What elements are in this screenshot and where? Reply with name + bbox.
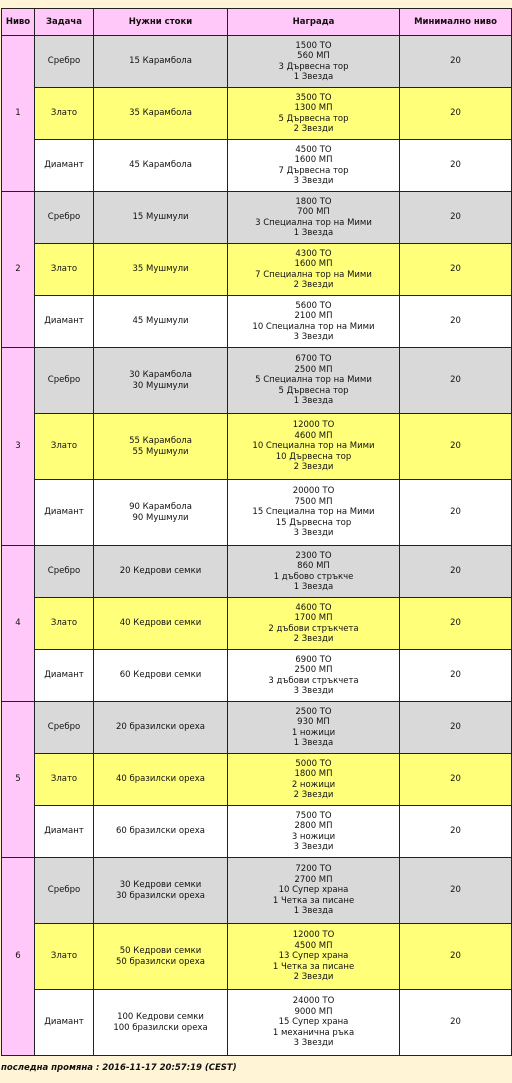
reward-line: 2 Звезди (293, 633, 334, 644)
reward-cell (228, 990, 400, 1056)
goods-cell (94, 414, 228, 480)
table-row (2, 296, 512, 348)
task-cell: Диамант (35, 296, 94, 348)
min-level-cell: 20 (400, 244, 512, 296)
reward-line: 2700 МП (294, 874, 333, 885)
task-cell: Диамант (35, 480, 94, 546)
reward-line: 3500 ТО (295, 92, 332, 103)
reward-line: 24000 ТО (292, 996, 335, 1007)
reward-line: 2 Звезди (293, 789, 334, 800)
goods-cell (94, 858, 228, 924)
reward-line: 1 дъбово стръкче (273, 571, 354, 582)
reward-line: 15 Супер храна (278, 1017, 349, 1028)
table-row (2, 924, 512, 990)
task-cell: Диамант (35, 990, 94, 1056)
reward-cell (228, 546, 400, 598)
goods-cell (94, 806, 228, 858)
reward-line: 1 Звезда (293, 71, 334, 82)
reward-line: 3 Дървесна тор (278, 61, 349, 72)
min-level-cell: 20 (400, 990, 512, 1056)
reward-line: 2500 МП (294, 665, 333, 676)
goods-cell (94, 990, 228, 1056)
min-level-cell: 20 (400, 598, 512, 650)
reward-line: 2 Звезди (293, 123, 334, 134)
reward-line: 3 Звезди (293, 175, 334, 186)
goods-cell (94, 924, 228, 990)
table-row (2, 192, 512, 244)
goods-line: 35 Карамбола (129, 108, 192, 119)
goods-line: 45 Мушмули (132, 316, 189, 327)
task-cell: Сребро (35, 192, 94, 244)
reward-line: 10 Специална тор на Мими (252, 321, 375, 332)
reward-line: 5600 ТО (295, 300, 332, 311)
reward-line: 1700 МП (294, 613, 333, 624)
task-cell: Диамант (35, 806, 94, 858)
reward-line: 1 Четка за писане (272, 895, 355, 906)
goods-line: 15 Карамбола (129, 56, 192, 67)
reward-cell (228, 650, 400, 702)
reward-cell (228, 88, 400, 140)
reward-line: 7 Специална тор на Мими (255, 269, 372, 280)
goods-line: 50 бразилски ореха (116, 956, 205, 967)
reward-line: 15 Специална тор на Мими (252, 507, 375, 518)
goods-line: 100 бразилски ореха (113, 1022, 208, 1033)
reward-line: 4600 ТО (295, 602, 332, 613)
goods-line: 55 Мушмули (132, 446, 189, 457)
min-level-cell: 20 (400, 546, 512, 598)
task-cell: Злато (35, 414, 94, 480)
reward-line: 3 ножици (291, 831, 336, 842)
reward-line: 5 Дървесна тор (278, 385, 349, 396)
table-row (2, 546, 512, 598)
goods-cell (94, 754, 228, 806)
task-cell: Сребро (35, 348, 94, 414)
goods-cell (94, 140, 228, 192)
reward-line: 7200 ТО (295, 864, 332, 875)
reward-cell (228, 348, 400, 414)
quest-table (1, 8, 512, 1056)
level-cell: 5 (2, 702, 35, 858)
reward-line: 10 Специална тор на Мими (252, 441, 375, 452)
reward-line: 1 Звезда (293, 581, 334, 592)
goods-cell (94, 546, 228, 598)
reward-line: 4500 ТО (295, 144, 332, 155)
goods-line: 15 Мушмули (132, 212, 189, 223)
table-row (2, 650, 512, 702)
min-level-cell: 20 (400, 140, 512, 192)
reward-line: 3 Звезди (293, 841, 334, 852)
table-row (2, 88, 512, 140)
reward-line: 2 дъбови стръкчета (268, 623, 359, 634)
table-row (2, 858, 512, 924)
reward-line: 700 МП (297, 207, 330, 218)
min-level-cell: 20 (400, 702, 512, 754)
level-cell: 4 (2, 546, 35, 702)
reward-line: 6900 ТО (295, 654, 332, 665)
min-level-cell: 20 (400, 806, 512, 858)
reward-line: 2100 МП (294, 311, 333, 322)
reward-line: 3 Звезди (293, 685, 334, 696)
goods-line: 100 Кедрови семки (117, 1012, 204, 1023)
goods-cell (94, 36, 228, 88)
reward-line: 3 дъбови стръкчета (268, 675, 359, 686)
reward-line: 6700 ТО (295, 354, 332, 365)
goods-line: 90 Мушмули (132, 512, 189, 523)
reward-line: 1500 ТО (295, 40, 332, 51)
task-cell: Злато (35, 244, 94, 296)
header-goods: Нужни стоки (94, 9, 228, 36)
level-cell: 3 (2, 348, 35, 546)
table-row (2, 598, 512, 650)
task-cell: Злато (35, 88, 94, 140)
reward-line: 560 МП (297, 51, 330, 62)
min-level-cell: 20 (400, 754, 512, 806)
reward-line: 2 Звезди (293, 972, 334, 983)
min-level-cell: 20 (400, 36, 512, 88)
level-cell: 6 (2, 858, 35, 1056)
table-row (2, 806, 512, 858)
reward-cell (228, 598, 400, 650)
goods-line: 30 Кедрови семки (119, 880, 202, 891)
reward-cell (228, 414, 400, 480)
reward-line: 12000 ТО (292, 420, 335, 431)
reward-line: 4300 ТО (295, 248, 332, 259)
goods-line: 20 бразилски ореха (116, 722, 205, 733)
reward-cell (228, 924, 400, 990)
task-cell: Злато (35, 924, 94, 990)
reward-line: 1 Звезда (293, 737, 334, 748)
reward-line: 7500 ТО (295, 810, 332, 821)
header-task: Задача (35, 9, 94, 36)
min-level-cell: 20 (400, 348, 512, 414)
reward-line: 4600 МП (294, 430, 333, 441)
reward-line: 10 Супер храна (278, 885, 349, 896)
table-row (2, 140, 512, 192)
goods-line: 45 Карамбола (129, 160, 192, 171)
goods-line: 40 Кедрови семки (119, 618, 202, 629)
reward-line: 4500 МП (294, 940, 333, 951)
goods-line: 20 Кедрови семки (119, 566, 202, 577)
reward-line: 13 Супер храна (278, 951, 349, 962)
min-level-cell: 20 (400, 192, 512, 244)
table-row (2, 348, 512, 414)
reward-cell (228, 806, 400, 858)
level-cell: 2 (2, 192, 35, 348)
goods-cell (94, 244, 228, 296)
reward-line: 1800 ТО (295, 196, 332, 207)
goods-line: 30 бразилски ореха (116, 890, 205, 901)
reward-line: 2 Звезди (293, 462, 334, 473)
goods-cell (94, 88, 228, 140)
reward-cell (228, 480, 400, 546)
reward-line: 1 Четка за писане (272, 961, 355, 972)
reward-line: 1 механична ръка (272, 1027, 355, 1038)
goods-cell (94, 480, 228, 546)
reward-line: 1 Звезда (293, 227, 334, 238)
reward-line: 2 ножици (291, 779, 336, 790)
task-cell: Сребро (35, 702, 94, 754)
reward-line: 5 Дървесна тор (278, 113, 349, 124)
reward-line: 20000 ТО (292, 486, 335, 497)
table-row (2, 36, 512, 88)
header-row (2, 9, 512, 36)
min-level-cell: 20 (400, 924, 512, 990)
reward-line: 9000 МП (294, 1006, 333, 1017)
reward-line: 5000 ТО (295, 758, 332, 769)
task-cell: Злато (35, 598, 94, 650)
reward-line: 2500 МП (294, 364, 333, 375)
reward-line: 1300 МП (294, 103, 333, 114)
header-reward: Награда (228, 9, 400, 36)
task-cell: Диамант (35, 140, 94, 192)
reward-line: 3 Звезди (293, 331, 334, 342)
min-level-cell: 20 (400, 650, 512, 702)
reward-line: 1600 МП (294, 155, 333, 166)
reward-line: 3 Звезди (293, 528, 334, 539)
task-cell: Сребро (35, 858, 94, 924)
reward-cell (228, 702, 400, 754)
reward-line: 3 Специална тор на Мими (255, 217, 372, 228)
reward-line: 1600 МП (294, 259, 333, 270)
goods-line: 55 Карамбола (129, 436, 192, 447)
reward-line: 2500 ТО (295, 706, 332, 717)
header-min-level: Минимално ниво (400, 9, 512, 36)
goods-cell (94, 598, 228, 650)
min-level-cell: 20 (400, 414, 512, 480)
reward-cell (228, 858, 400, 924)
goods-line: 30 Карамбола (129, 370, 192, 381)
reward-line: 3 Звезди (293, 1038, 334, 1049)
task-cell: Злато (35, 754, 94, 806)
min-level-cell: 20 (400, 296, 512, 348)
reward-cell (228, 244, 400, 296)
reward-cell (228, 192, 400, 244)
goods-line: 50 Кедрови семки (119, 946, 202, 957)
task-cell: Диамант (35, 650, 94, 702)
reward-line: 10 Дървесна тор (275, 451, 352, 462)
goods-line: 60 Кедрови семки (119, 670, 202, 681)
level-cell: 1 (2, 36, 35, 192)
reward-line: 930 МП (297, 717, 330, 728)
table-row (2, 414, 512, 480)
reward-line: 5 Специална тор на Мими (255, 375, 372, 386)
goods-line: 60 бразилски ореха (116, 826, 205, 837)
goods-cell (94, 702, 228, 754)
table-row (2, 480, 512, 546)
reward-line: 7500 МП (294, 496, 333, 507)
goods-line: 35 Мушмули (132, 264, 189, 275)
min-level-cell: 20 (400, 88, 512, 140)
min-level-cell: 20 (400, 858, 512, 924)
task-cell: Сребро (35, 36, 94, 88)
reward-cell (228, 36, 400, 88)
reward-line: 1 ножици (291, 727, 336, 738)
reward-line: 7 Дървесна тор (278, 165, 349, 176)
header-level: Ниво (2, 9, 35, 36)
reward-line: 12000 ТО (292, 930, 335, 941)
min-level-cell: 20 (400, 480, 512, 546)
reward-line: 1 Звезда (293, 906, 334, 917)
goods-line: 40 бразилски ореха (116, 774, 205, 785)
reward-cell (228, 754, 400, 806)
last-modified: последна промяна : 2016-11-17 20:57:19 (CEST) (1, 1063, 237, 1073)
table-row (2, 990, 512, 1056)
reward-line: 15 Дървесна тор (275, 517, 352, 528)
table-row (2, 754, 512, 806)
reward-line: 2800 МП (294, 821, 333, 832)
reward-cell (228, 140, 400, 192)
reward-line: 1800 МП (294, 769, 333, 780)
goods-line: 30 Мушмули (132, 380, 189, 391)
reward-line: 2 Звезди (293, 279, 334, 290)
reward-line: 2300 ТО (295, 550, 332, 561)
table-row (2, 702, 512, 754)
table-row (2, 244, 512, 296)
reward-cell (228, 296, 400, 348)
goods-cell (94, 296, 228, 348)
reward-line: 1 Звезда (293, 396, 334, 407)
reward-line: 860 МП (297, 561, 330, 572)
goods-line: 90 Карамбола (129, 502, 192, 513)
goods-cell (94, 348, 228, 414)
goods-cell (94, 192, 228, 244)
goods-cell (94, 650, 228, 702)
task-cell: Сребро (35, 546, 94, 598)
